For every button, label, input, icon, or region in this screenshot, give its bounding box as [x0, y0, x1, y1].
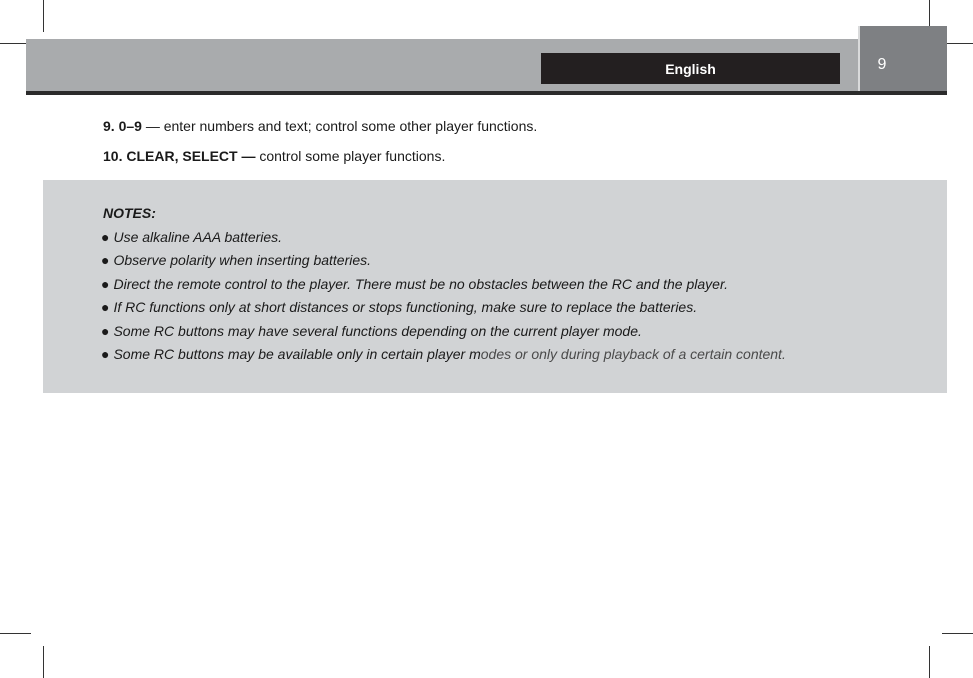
note-text: Some RC buttons may be available only in certain player m [113, 345, 481, 362]
note-item [101, 298, 786, 321]
note-item [101, 251, 786, 274]
bullet-icon: ● [101, 275, 110, 292]
bullet-icon: ● [101, 299, 110, 316]
note-text: If RC functions only at short distances or stops functioning, make sure to replace the batteries. [113, 299, 698, 316]
list-item [103, 148, 445, 164]
note-item [101, 228, 786, 251]
bullet-icon: ● [101, 229, 110, 245]
crop-mark [0, 633, 31, 634]
crop-mark [942, 633, 973, 634]
crop-mark [929, 646, 930, 678]
language-label: English [541, 53, 840, 84]
page-number: 9 [877, 56, 887, 73]
bullet-icon: ● [101, 345, 110, 362]
item-key: 10. CLEAR, SELECT — [103, 148, 256, 164]
note-text-faded: odes or only during playback of a certain content. [480, 345, 786, 362]
bullet-icon: ● [101, 322, 110, 339]
note-text: Some RC buttons may have several functions depending on the current player mode. [113, 322, 642, 339]
note-text: Use alkaline AAA batteries. [113, 229, 283, 245]
header-divider [26, 91, 947, 95]
notes-list [101, 228, 786, 368]
note-text: Direct the remote control to the player. There must be no obstacles between the RC and the player. [113, 275, 728, 292]
item-text: — enter numbers and text; control some other player functions. [141, 118, 538, 134]
crop-mark [43, 646, 44, 678]
bullet-icon: ● [101, 252, 110, 269]
item-text: control some player functions. [255, 148, 446, 164]
note-item [101, 322, 786, 345]
crop-mark [43, 0, 44, 32]
list-item [103, 118, 537, 134]
note-item [101, 345, 786, 368]
note-item [101, 275, 786, 298]
note-text: Observe polarity when inserting batteries. [113, 252, 372, 269]
notes-title: NOTES: [103, 205, 156, 221]
item-key: 9. 0–9 [103, 118, 142, 134]
